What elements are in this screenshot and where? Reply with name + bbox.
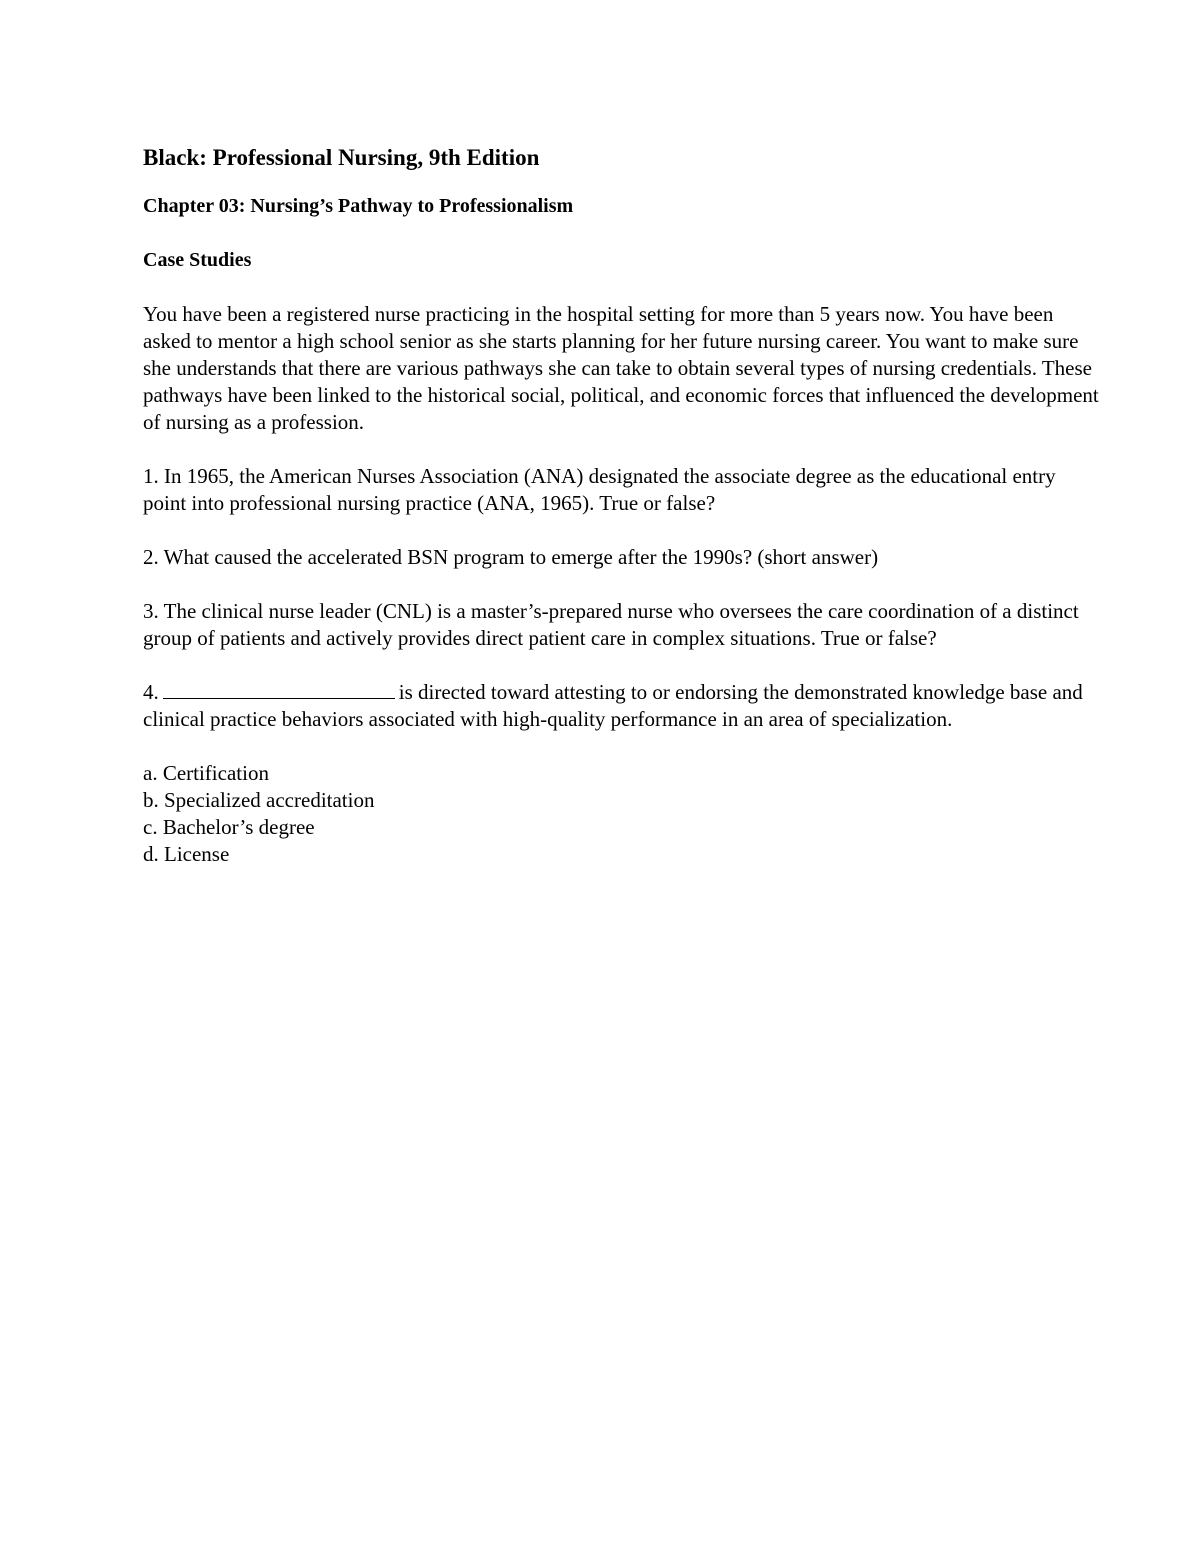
question-3: 3. The clinical nurse leader (CNL) is a master’s-prepared nurse who oversees the care coordination of a distinct group of patients and actively provides direct patient care in complex situations. True or false? xyxy=(143,599,1079,650)
section-heading: Case Studies xyxy=(143,249,252,271)
document-title: Black: Professional Nursing, 9th Edition xyxy=(143,145,540,170)
question-1: 1. In 1965, the American Nurses Association (ANA) designated the associate degree as the educational entry point into professional nursing practice (ANA, 1965). True or false? xyxy=(143,464,1056,515)
question-4-number: 4. xyxy=(143,680,159,704)
option-c: c. Bachelor’s degree xyxy=(143,815,315,839)
question-2: 2. What caused the accelerated BSN program to emerge after the 1990s? (short answer) xyxy=(143,545,879,569)
question-4 xyxy=(143,679,1103,733)
intro-paragraph: You have been a registered nurse practicing in the hospital setting for more than 5 years now. You have been asked to mentor a high school senior as she starts planning for her future nursing career. You want to make sure she understands that there are various pathways she can take to obtain several types of nursing credentials. These pathways have been linked to the historical social, political, and economic forces that influenced the development of nursing as a profession. xyxy=(143,302,1099,434)
question-4-text: is directed toward attesting to or endorsing the demonstrated knowledge base and clinical practice behaviors associated with high-quality performance in an area of specialization. xyxy=(143,680,1083,731)
answer-options xyxy=(143,760,1103,868)
document-page xyxy=(143,141,1103,868)
option-d: d. License xyxy=(143,842,230,866)
fill-in-blank xyxy=(163,680,395,699)
chapter-heading: Chapter 03: Nursing’s Pathway to Professionalism xyxy=(143,195,574,217)
option-b: b. Specialized accreditation xyxy=(143,788,375,812)
option-a: a. Certification xyxy=(143,761,269,785)
